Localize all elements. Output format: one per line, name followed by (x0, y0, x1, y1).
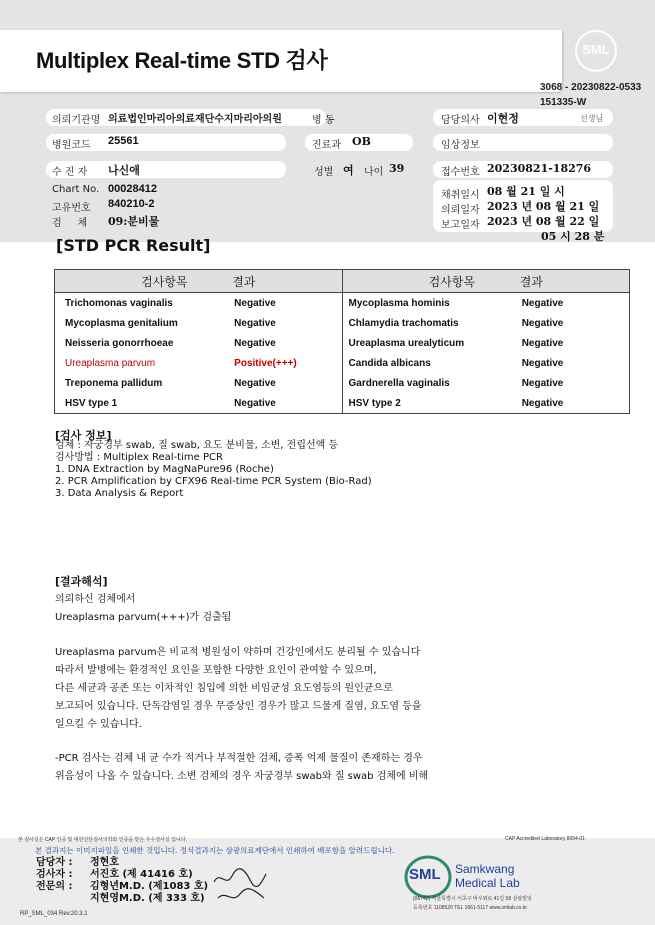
company-contact: 등록번호 1108520 TEL 1661-5117 www.smlab.co.kr (413, 905, 528, 911)
institution-value: 의료법인마리아의료재단수지마리아의원 (108, 114, 282, 125)
table-row (55, 373, 630, 393)
test-name: Chlamydia trachomatis (342, 313, 522, 333)
report-subcode: 151335-W (540, 97, 587, 108)
test-result: Negative (234, 317, 276, 329)
test-result: Negative (522, 293, 630, 314)
test-info-line: 3. Data Analysis & Report (55, 488, 184, 499)
report-date-value: 2023 년 08 월 22 일 (487, 215, 600, 228)
table-row (55, 333, 630, 353)
test-name: Ureaplasma urealyticum (342, 333, 522, 353)
doctor-suffix: 선생님 (580, 114, 604, 123)
chart-no-value: 00028412 (108, 183, 157, 195)
test-result: Negative (522, 393, 630, 414)
interpretation-line: 보고되어 있습니다. 단독감염일 경우 무증상인 경우가 많고 드물게 질염, 요도염 등을 (55, 701, 422, 712)
sex-label: 성별 (314, 167, 334, 178)
interpretation-line: -PCR 검사는 검체 내 균 수가 적거나 부적절한 검체, 증폭 억제 물질이 존재하는 경우 (55, 753, 423, 764)
result-title: [STD PCR Result] (56, 236, 211, 255)
checker-value: 서진호 (제 41416 호) (90, 869, 193, 880)
test-name: HSV type 2 (342, 393, 522, 414)
test-name: Mycoplasma genitalium (55, 313, 235, 333)
patient-value: 나신애 (108, 164, 140, 177)
request-label: 의뢰일자 (441, 205, 480, 216)
clinical-label: 임상정보 (441, 140, 480, 151)
accreditation-note: 본 검사실은 CAP 인증 및 대한진단검사의학회 인증을 받은 우수검사실 입니다. (18, 837, 187, 843)
footer-logo-text: SML (409, 866, 441, 883)
test-name: Neisseria gonorrhoeae (55, 333, 235, 353)
reporter-value: 정현호 (90, 857, 119, 868)
doctor-label: 담당의사 (441, 115, 480, 126)
receipt-label: 접수번호 (441, 167, 480, 178)
test-name: HSV type 1 (55, 393, 235, 414)
company-address: (06742) 서울특별시 서초구 바우뫼로 41길 58 삼광빌딩 (413, 896, 532, 902)
specimen-value: 09:분비물 (108, 215, 160, 228)
report-code: 3068 - 20230822-0533 (540, 82, 642, 93)
col-item-right: 검사항목 (428, 274, 476, 289)
test-name: Candida albicans (342, 353, 522, 373)
test-info-title: [검사 정보] (55, 429, 112, 442)
test-result: Negative (234, 377, 276, 389)
request-value: 2023 년 08 월 21 일 (487, 200, 600, 213)
hospital-code-value: 25561 (108, 135, 139, 147)
interpretation-line: 의뢰하신 검체에서 (55, 594, 136, 605)
test-result-positive: Positive(+++) (234, 357, 297, 369)
collect-value: 08 월 21 일 시 (487, 185, 565, 198)
test-name: Treponema pallidum (55, 373, 235, 393)
test-name: Gardnerella vaginalis (342, 373, 522, 393)
ward-label: 병 동 (312, 115, 335, 126)
interpretation-line: Ureaplasma parvum(+++)가 검출됨 (55, 612, 232, 623)
test-name-positive: Ureaplasma parvum (55, 353, 235, 373)
test-info-line: 1. DNA Extraction by MagNaPure96 (Roche) (55, 464, 274, 475)
report-title: Multiplex Real-time STD 검사 (36, 48, 328, 73)
test-info-line: 검사방법 : Multiplex Real-time PCR (55, 452, 223, 463)
test-info-line: 검체 : 자궁경부 swab, 질 swab, 요도 분비물, 소변, 전립선액 등 (55, 440, 339, 451)
sex-value: 여 (343, 164, 354, 177)
cap-accreditation: CAP Accredited Laboratory 8994-01 (505, 836, 585, 842)
form-code: RP_SML_034 Rev.20.3.1 (20, 911, 88, 917)
specimen-label: 검 체 (52, 218, 88, 229)
table-row (55, 393, 630, 414)
interpretation-line: 일으킬 수 있습니다. (55, 719, 142, 730)
col-result-left: 결과 (232, 274, 256, 289)
table-row (55, 293, 630, 314)
test-name: Trichomonas vaginalis (55, 293, 235, 314)
col-result-right: 결과 (519, 274, 543, 289)
age-label: 나이 (364, 167, 384, 178)
receipt-value: 20230821-18276 (487, 162, 592, 175)
unique-no-label: 고유번호 (52, 203, 91, 214)
test-result: Negative (522, 333, 630, 353)
unique-no-value: 840210-2 (108, 198, 155, 210)
collect-label: 채취일시 (441, 190, 480, 201)
report-date-label: 보고일자 (441, 220, 480, 231)
interpretation-line: Ureaplasma parvum은 비교적 병원성이 약하며 건강인에서도 분리될 수 있습니다 (55, 647, 421, 658)
company-name-line2: Medical Lab (455, 876, 520, 890)
sml-logo: SML (575, 30, 617, 72)
dept-label: 진료과 (312, 140, 341, 151)
result-table (54, 269, 630, 414)
header-left (55, 270, 343, 293)
interpretation-title: [결과해석] (55, 575, 108, 588)
report-time-value: 05 시 28 분 (541, 230, 605, 243)
result-table-header (55, 270, 630, 293)
interpretation-line: 위음성이 나올 수 있습니다. 소변 검체의 경우 자궁경부 swab와 질 swab 검체에 비해 (55, 771, 429, 782)
print-notice: 본 결과지는 이미지파일을 인쇄한 것입니다. 정식결과지는 삼광의료재단에서 인쇄하여 배포함을 알려드립니다. (35, 846, 395, 855)
header-right (342, 270, 629, 293)
reporter-label: 담당자 : (36, 857, 73, 868)
test-result: Negative (522, 353, 630, 373)
test-result: Negative (234, 393, 342, 414)
specialist2-value: 지현영M.D. (제 333 호) (90, 893, 205, 904)
interpretation-line: 다른 세균과 공존 또는 이차적인 침입에 의한 비임균성 요도염등의 원인균으로 (55, 683, 393, 694)
interpretation-line: 따라서 발병에는 환경적인 요인을 포함한 다양한 요인이 관여할 수 있으며, (55, 665, 377, 676)
company-name-line1: Samkwang (455, 862, 515, 876)
dept-value: OB (352, 135, 371, 148)
chart-no-label: Chart No. (52, 184, 100, 195)
test-name: Mycoplasma hominis (342, 293, 522, 314)
col-item-left: 검사항목 (141, 274, 188, 289)
test-result: Negative (522, 313, 630, 333)
patient-label: 수 진 자 (52, 167, 88, 178)
test-result: Negative (522, 373, 630, 393)
test-result: Negative (234, 337, 276, 349)
table-row (55, 353, 630, 373)
institution-label: 의뢰기관명 (52, 115, 101, 126)
specialist-label: 전문의 : (36, 881, 73, 892)
checker-label: 검사자 : (36, 869, 73, 880)
age-value: 39 (389, 162, 405, 175)
doctor-value: 이현정 (487, 112, 519, 125)
test-result: Negative (234, 297, 276, 309)
table-row (55, 313, 630, 333)
specialist1-value: 김형년M.D. (제1083 호) (90, 881, 209, 892)
signature-image (210, 860, 270, 905)
test-info-line: 2. PCR Amplification by CFX96 Real-time PCR System (Bio-Rad) (55, 476, 372, 487)
hospital-code-label: 병원코드 (52, 140, 91, 151)
